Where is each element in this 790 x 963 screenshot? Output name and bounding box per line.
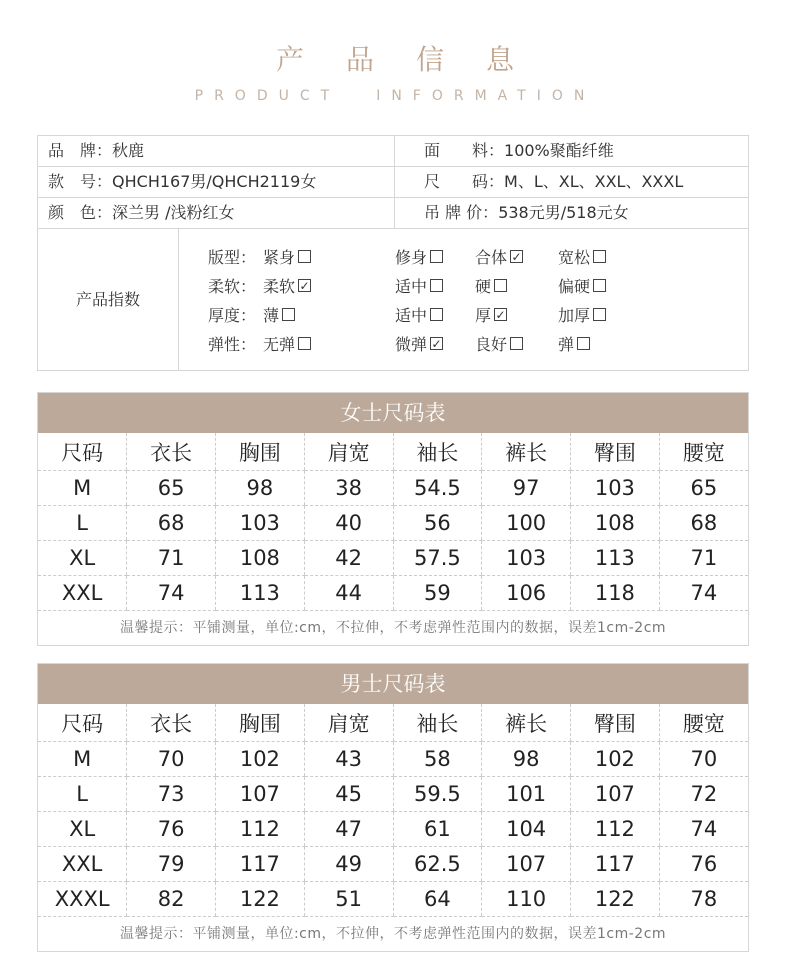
table-cell: 76 [127,812,216,847]
checkbox-icon [494,279,507,292]
info-row-brand [38,136,748,167]
column-header: 尺码 [38,433,127,471]
column-header: 臀围 [571,433,660,471]
table-cell: 98 [482,742,571,777]
info-row-style [38,167,748,198]
column-header: 胸围 [216,433,305,471]
table-cell: 103 [216,506,305,541]
table-cell: 44 [304,576,393,611]
table-cell: 122 [571,882,660,917]
checked-box-icon: ✓ [511,250,522,264]
index-option [263,273,311,301]
column-header: 裤长 [482,704,571,742]
index-row-label: 厚度： [208,306,257,325]
table-cell: XL [38,541,127,576]
price-value: 538元男/518元女 [498,203,629,222]
column-header: 衣长 [127,433,216,471]
style-field [48,167,316,197]
brand-value: 秋鹿 [112,141,145,160]
table-cell: XL [38,812,127,847]
women-size-title: 女士尺码表 [38,393,748,433]
table-cell: 59 [393,576,482,611]
price-label: 吊 牌 价： [424,203,499,222]
checkbox-icon [298,337,311,350]
table-row [38,812,748,847]
index-option-label: 弹 [558,335,575,354]
table-row [38,506,748,541]
material-field [424,136,614,166]
men-size-tip: 温馨提示：平铺测量，单位:cm，不拉伸，不考虑弹性范围内的数据，误差1cm-2cm [119,926,667,942]
table-row [38,576,748,611]
table-cell: 43 [304,742,393,777]
table-row [38,777,748,812]
table-cell: 107 [482,847,571,882]
table-cell: XXXL [38,882,127,917]
table-row [38,471,748,506]
column-header: 衣长 [127,704,216,742]
table-cell: 102 [216,742,305,777]
women-size-tip: 温馨提示：平铺测量，单位:cm，不拉伸，不考虑弹性范围内的数据，误差1cm-2cm [119,620,667,636]
brand-label: 品 牌： [48,141,113,160]
size-field [424,167,683,197]
color-label: 颜 色： [48,203,113,222]
column-header: 肩宽 [304,433,393,471]
table-cell: 74 [659,576,748,611]
size-value: M、L、XL、XXL、XXXL [504,172,684,191]
column-header: 裤长 [482,433,571,471]
checkbox-icon [593,308,606,321]
checkbox-icon [577,337,590,350]
table-cell: 64 [393,882,482,917]
index-option [395,302,443,330]
table-cell: 59.5 [393,777,482,812]
table-row [38,847,748,882]
checkbox-icon [430,308,443,321]
table-cell: 71 [659,541,748,576]
table-cell: M [38,742,127,777]
index-option [558,244,606,272]
brand-field [48,136,144,166]
table-cell: 76 [659,847,748,882]
table-cell: 107 [216,777,305,812]
checkbox-icon [282,308,295,321]
table-cell: 71 [127,541,216,576]
table-row [38,742,748,777]
info-row-color [38,198,748,229]
index-option-label: 加厚 [558,306,591,325]
checkbox-icon [298,250,311,263]
checkbox-icon [593,250,606,263]
checked-box-icon: ✓ [431,337,442,351]
index-option [263,302,295,330]
table-cell: 100 [482,506,571,541]
index-row-label: 柔软： [208,277,257,296]
title-en-word-2: INFORMATION [376,88,596,104]
table-cell: 103 [571,471,660,506]
table-cell: 113 [571,541,660,576]
material-value: 100%聚酯纤维 [504,141,614,160]
index-option [558,273,606,301]
column-header: 尺码 [38,704,127,742]
table-cell: 122 [216,882,305,917]
index-option-label: 无弹 [263,335,296,354]
index-option-label: 微弹 [395,335,428,354]
column-header: 腰宽 [659,704,748,742]
checkbox-icon [430,279,443,292]
table-cell: 74 [127,576,216,611]
index-option [558,331,590,359]
men-size-title: 男士尺码表 [38,664,748,704]
index-option-label: 厚 [475,306,492,325]
index-option [395,273,443,301]
women-size-grid [38,433,748,611]
table-cell: 104 [482,812,571,847]
index-option [263,244,311,272]
style-label: 款 号： [48,172,113,191]
index-option-label: 修身 [395,248,428,267]
index-option [263,331,311,359]
section-title-en [0,88,790,104]
table-cell: 117 [216,847,305,882]
column-header: 臀围 [571,704,660,742]
table-cell: 98 [216,471,305,506]
index-option-label: 适中 [395,277,428,296]
table-cell: 113 [216,576,305,611]
index-option [475,331,523,359]
table-cell: 112 [571,812,660,847]
table-cell: 108 [571,506,660,541]
table-cell: 70 [659,742,748,777]
table-cell: 54.5 [393,471,482,506]
index-option-label: 宽松 [558,248,591,267]
index-option [558,302,606,330]
men-size-grid [38,704,748,917]
column-header: 袖长 [393,704,482,742]
table-row [38,882,748,917]
table-cell: 102 [571,742,660,777]
table-cell: 62.5 [393,847,482,882]
table-cell: L [38,777,127,812]
index-option [395,331,443,359]
size-label: 尺 码： [424,172,505,191]
table-cell: 118 [571,576,660,611]
table-cell: 73 [127,777,216,812]
table-header-row [38,433,748,471]
column-header: 胸围 [216,704,305,742]
table-cell: 40 [304,506,393,541]
table-cell: 38 [304,471,393,506]
table-row [38,541,748,576]
table-cell: 108 [216,541,305,576]
table-cell: 68 [127,506,216,541]
index-option [475,302,507,330]
style-value: QHCH167男/QHCH2119女 [112,172,317,191]
index-option-label: 柔软 [263,277,296,296]
women-size-table [37,392,749,646]
index-option-label: 偏硬 [558,277,591,296]
table-cell: 110 [482,882,571,917]
table-cell: XXL [38,576,127,611]
checked-box-icon: ✓ [495,308,506,322]
table-cell: 97 [482,471,571,506]
table-cell: 79 [127,847,216,882]
table-cell: L [38,506,127,541]
index-option-label: 薄 [263,306,280,325]
table-cell: 51 [304,882,393,917]
table-cell: 65 [127,471,216,506]
table-cell: M [38,471,127,506]
product-info-box [37,135,749,371]
material-label: 面 料： [424,141,505,160]
table-cell: 65 [659,471,748,506]
table-cell: 72 [659,777,748,812]
table-cell: 103 [482,541,571,576]
index-row-label: 版型： [208,248,257,267]
index-option [475,273,507,301]
index-option-label: 紧身 [263,248,296,267]
table-cell: XXL [38,847,127,882]
table-cell: 112 [216,812,305,847]
table-cell: 68 [659,506,748,541]
column-header: 袖长 [393,433,482,471]
table-cell: 78 [659,882,748,917]
table-cell: 42 [304,541,393,576]
title-en-word-1: PRODUCT [194,88,341,104]
color-value: 深兰男 /浅粉红女 [112,203,235,222]
table-cell: 82 [127,882,216,917]
column-header: 腰宽 [659,433,748,471]
checkbox-icon [430,250,443,263]
index-option-label: 适中 [395,306,428,325]
index-option [395,244,443,272]
index-option-label: 合体 [475,248,508,267]
section-title-cn: 产品信息 [275,43,556,76]
table-cell: 74 [659,812,748,847]
product-index-title: 产品指数 [38,229,179,370]
table-cell: 49 [304,847,393,882]
table-cell: 70 [127,742,216,777]
table-cell: 117 [571,847,660,882]
checkbox-icon [510,337,523,350]
table-cell: 107 [571,777,660,812]
column-header: 肩宽 [304,704,393,742]
men-size-table [37,663,749,952]
checkbox-icon [593,279,606,292]
index-option-label: 硬 [475,277,492,296]
table-cell: 101 [482,777,571,812]
index-row-label: 弹性： [208,335,257,354]
checked-box-icon: ✓ [299,279,310,293]
table-cell: 56 [393,506,482,541]
table-cell: 106 [482,576,571,611]
table-cell: 45 [304,777,393,812]
index-option [475,244,523,272]
table-cell: 57.5 [393,541,482,576]
table-cell: 61 [393,812,482,847]
table-cell: 47 [304,812,393,847]
color-field [48,198,235,228]
price-field [424,198,629,228]
table-header-row [38,704,748,742]
index-option-label: 良好 [475,335,508,354]
table-cell: 58 [393,742,482,777]
